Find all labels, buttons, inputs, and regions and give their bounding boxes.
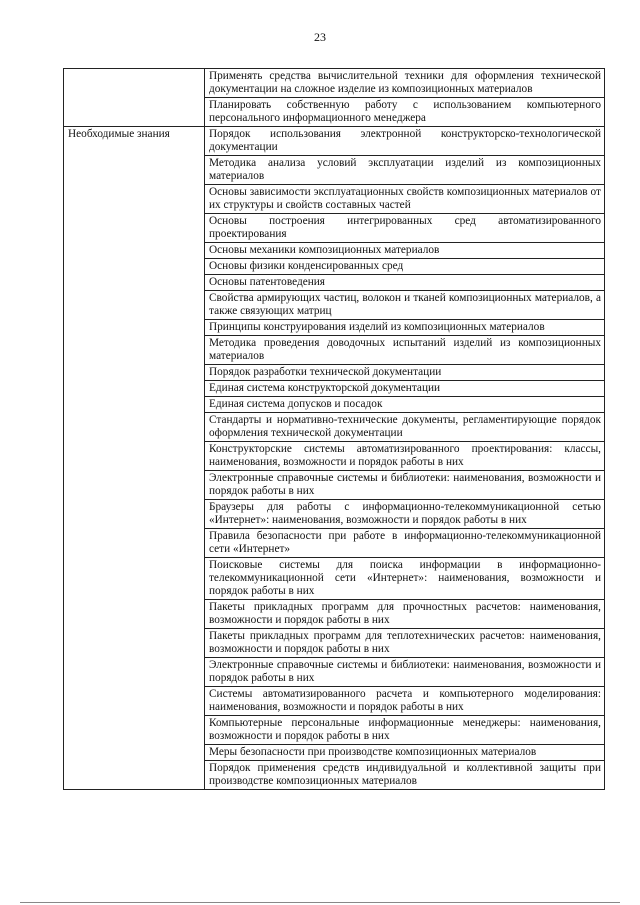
knowledge-item: Системы автоматизированного расчета и компьютерного моделирования: наименования, возможности и порядок работы в них xyxy=(205,687,605,716)
knowledge-item: Меры безопасности при производстве композиционных материалов xyxy=(205,745,605,761)
knowledge-item: Основы патентоведения xyxy=(205,275,605,291)
knowledge-item: Принципы конструирования изделий из композиционных материалов xyxy=(205,320,605,336)
competency-table-body xyxy=(64,69,605,790)
knowledge-item: Конструкторские системы автоматизированного проектирования: классы, наименования, возможности и порядок работы в них xyxy=(205,442,605,471)
knowledge-item: Электронные справочные системы и библиотеки: наименования, возможности и порядок работы в них xyxy=(205,471,605,500)
knowledge-item: Электронные справочные системы и библиотеки: наименования, возможности и порядок работы в них xyxy=(205,658,605,687)
table-row xyxy=(64,69,605,98)
knowledge-item: Компьютерные персональные информационные менеджеры: наименования, возможности и порядок работы в них xyxy=(205,716,605,745)
table-row xyxy=(64,127,605,156)
knowledge-item: Основы зависимости эксплуатационных свойств композиционных материалов от их структуры и свойств составных частей xyxy=(205,185,605,214)
knowledge-label: Необходимые знания xyxy=(64,127,205,790)
knowledge-item: Стандарты и нормативно-технические документы, регламентирующие порядок оформления технической документации xyxy=(205,413,605,442)
knowledge-item: Порядок использования электронной конструкторско-технологической документации xyxy=(205,127,605,156)
scan-edge-line xyxy=(20,902,620,903)
knowledge-item: Порядок разработки технической документации xyxy=(205,365,605,381)
knowledge-item: Методика анализа условий эксплуатации изделий из композиционных материалов xyxy=(205,156,605,185)
competency-table xyxy=(63,68,605,790)
knowledge-item: Пакеты прикладных программ для прочностных расчетов: наименования, возможности и порядок работы в них xyxy=(205,600,605,629)
knowledge-item: Основы физики конденсированных сред xyxy=(205,259,605,275)
knowledge-item: Свойства армирующих частиц, волокон и тканей композиционных материалов, а также связующих матриц xyxy=(205,291,605,320)
knowledge-item: Основы механики композиционных материалов xyxy=(205,243,605,259)
knowledge-item: Поисковые системы для поиска информации в информационно-телекоммуникационной сети «Интернет»: наименования, возможности и порядок работы в них xyxy=(205,558,605,600)
knowledge-item: Единая система допусков и посадок xyxy=(205,397,605,413)
knowledge-item: Порядок применения средств индивидуальной и коллективной защиты при производстве композиционных материалов xyxy=(205,761,605,790)
skill-item: Применять средства вычислительной техники для оформления технической документации на сложное изделие из композиционных материалов xyxy=(205,69,605,98)
knowledge-item: Единая система конструкторской документации xyxy=(205,381,605,397)
knowledge-item: Методика проведения доводочных испытаний изделий из композиционных материалов xyxy=(205,336,605,365)
knowledge-item: Пакеты прикладных программ для теплотехнических расчетов: наименования, возможности и порядок работы в них xyxy=(205,629,605,658)
knowledge-item: Правила безопасности при работе в информационно-телекоммуникационной сети «Интернет» xyxy=(205,529,605,558)
page-number: 23 xyxy=(314,30,326,44)
skills-label-cell xyxy=(64,69,205,127)
knowledge-item: Основы построения интегрированных сред автоматизированного проектирования xyxy=(205,214,605,243)
skill-item: Планировать собственную работу с использованием компьютерного персонального информационного менеджера xyxy=(205,98,605,127)
knowledge-item: Браузеры для работы с информационно-телекоммуникационной сетью «Интернет»: наименования, возможности и порядок работы в них xyxy=(205,500,605,529)
